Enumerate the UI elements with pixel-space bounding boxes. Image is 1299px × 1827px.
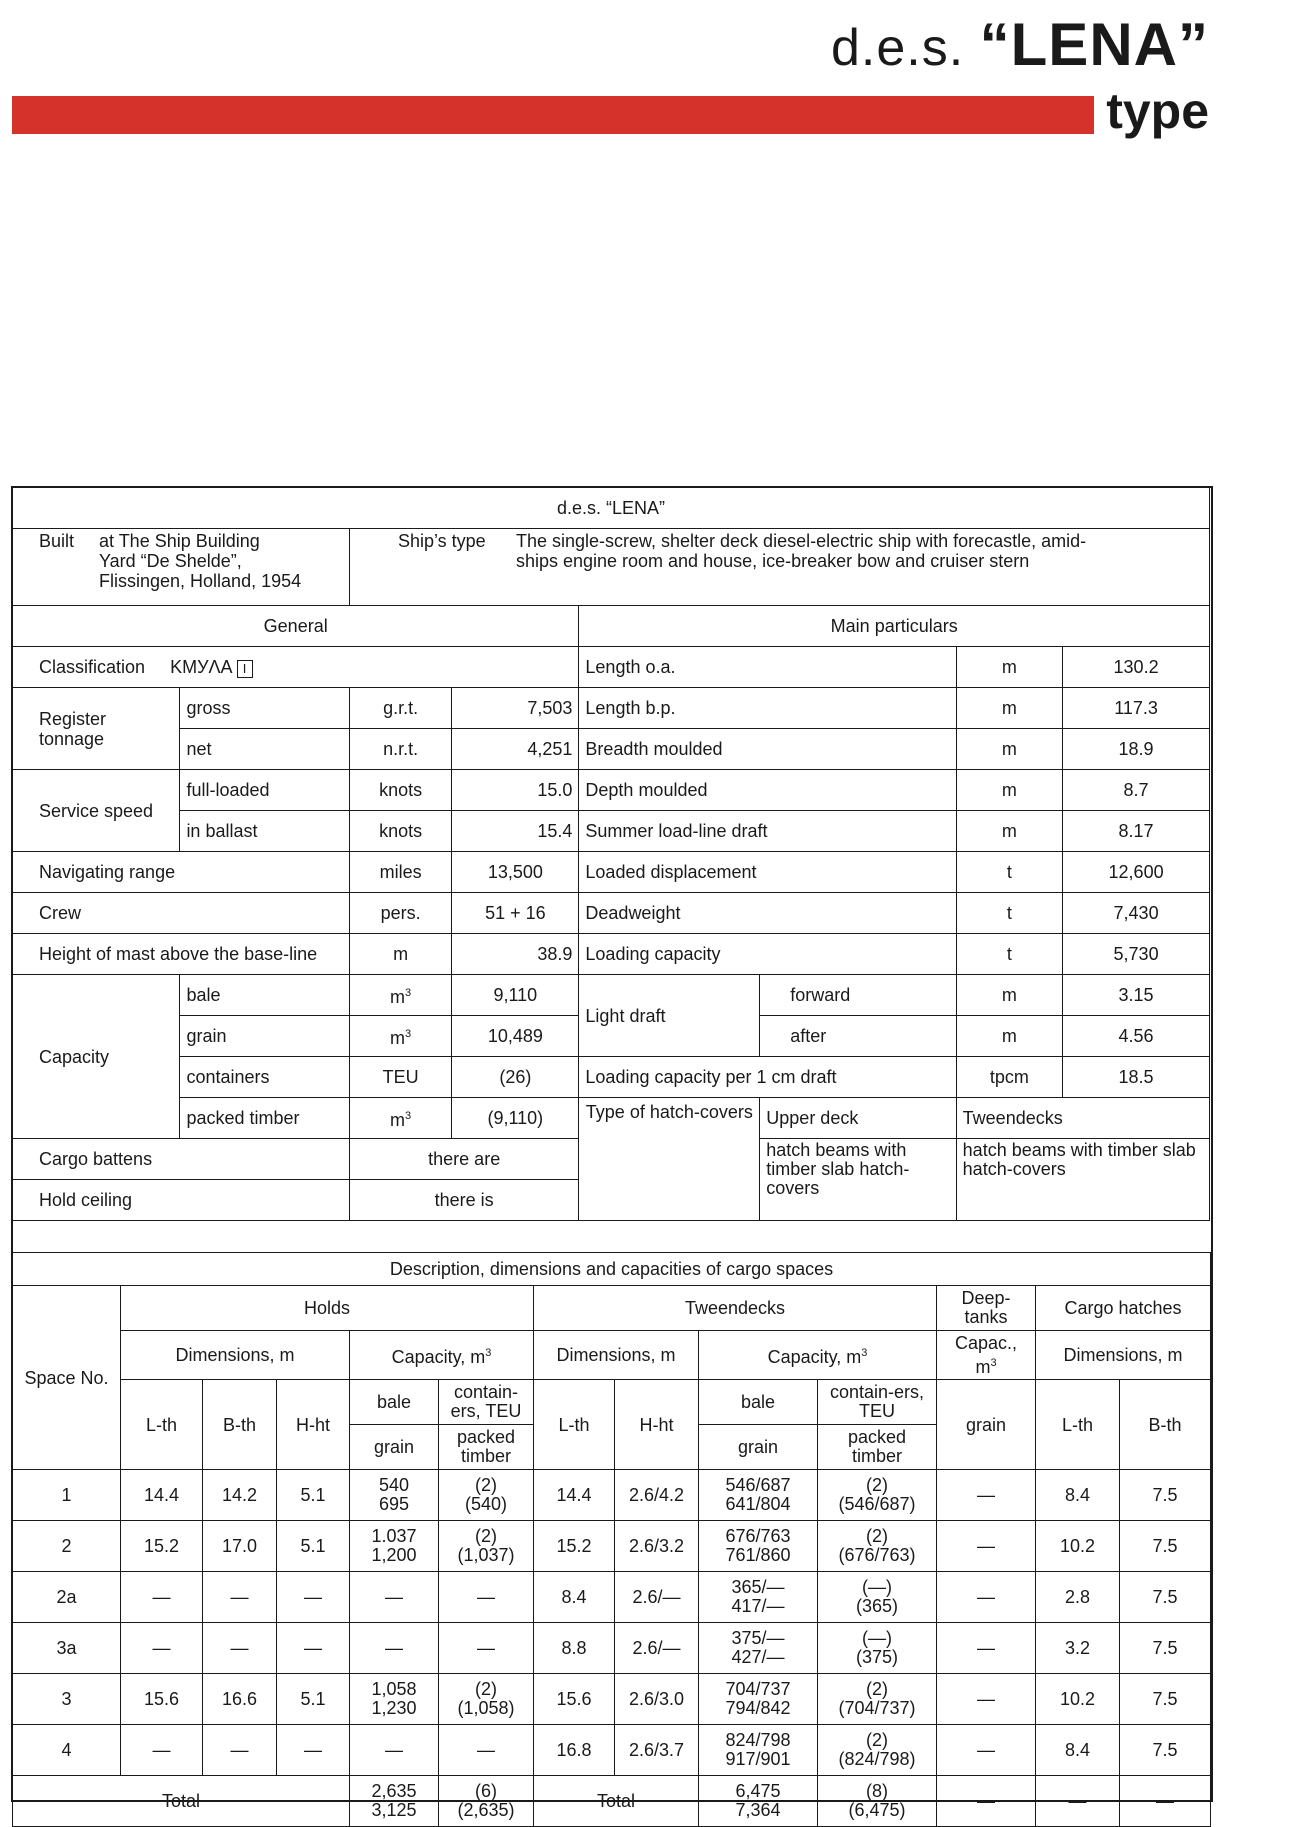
hatch-bth: 7.5 (1120, 1725, 1211, 1776)
summer-draft-unit: m (956, 811, 1062, 852)
containers-unit: TEU (349, 1057, 451, 1098)
title-prefix: d.e.s. (831, 19, 965, 77)
register-tonnage-label: Register tonnage (13, 688, 180, 770)
tween-lth: 15.6 (534, 1674, 615, 1725)
built-line-3: Flissingen, Holland, 1954 (99, 571, 302, 591)
mast-unit: m (349, 934, 451, 975)
grain-label: grain (180, 1016, 350, 1057)
forward-value: 3.15 (1063, 975, 1210, 1016)
net-unit: n.r.t. (349, 729, 451, 770)
cargo-spaces-table (12, 1252, 1211, 1827)
tween-total-label: Total (534, 1776, 699, 1827)
total-hatch-lth: — (1036, 1776, 1120, 1827)
loaded-disp-unit: t (956, 852, 1062, 893)
net-label: net (180, 729, 350, 770)
forward-label: forward (760, 975, 956, 1016)
ship-type-label: Ship’s type (397, 531, 486, 551)
hold-hht: — (277, 1725, 350, 1776)
loaded-disp-value: 12,600 (1063, 852, 1210, 893)
deeptank-grain: — (937, 1572, 1036, 1623)
hatch-bth: 7.5 (1120, 1572, 1211, 1623)
total-holds-capacity: 2,635 3,125 (350, 1776, 439, 1827)
tween-containers: (2) (704/737) (818, 1674, 937, 1725)
tween-containers: (—) (365) (818, 1572, 937, 1623)
hold-capacity: 540 695 (350, 1470, 439, 1521)
hatch-bth: 7.5 (1120, 1470, 1211, 1521)
tween-lth: 15.2 (534, 1521, 615, 1572)
hatch-lth: 2.8 (1036, 1572, 1120, 1623)
hatch-lth: 8.4 (1036, 1725, 1120, 1776)
length-oa-value: 130.2 (1063, 647, 1210, 688)
length-oa-label: Length o.a. (579, 647, 956, 688)
gross-value: 7,503 (452, 688, 579, 729)
ship-type-line-1: The single-screw, shelter deck diesel-electric ship with forecastle, amid- (515, 531, 1087, 551)
tween-capacity-header: Capacity, $m^3$ (699, 1331, 937, 1380)
holds-dims-header: Dimensions, m (121, 1331, 350, 1380)
net-value: 4,251 (452, 729, 579, 770)
general-header: General (13, 606, 579, 647)
hold-containers: (2) (1,058) (439, 1674, 534, 1725)
depth-value: 8.7 (1063, 770, 1210, 811)
hatch-lth: 10.2 (1036, 1521, 1120, 1572)
cargo-row (13, 1674, 1211, 1725)
tweendecks-label: Tweendecks (956, 1098, 1209, 1139)
space-no: 2a (13, 1572, 121, 1623)
tween-containers: (—) (375) (818, 1623, 937, 1674)
deeptank-grain: — (937, 1470, 1036, 1521)
length-bp-value: 117.3 (1063, 688, 1210, 729)
total-hatch-bth: — (1120, 1776, 1211, 1827)
packed-timber-label: packed timber (180, 1098, 350, 1139)
forward-unit: m (956, 975, 1062, 1016)
length-oa-unit: m (956, 647, 1062, 688)
deadweight-label: Deadweight (579, 893, 956, 934)
main-particulars-header: Main particulars (579, 606, 1210, 647)
classification-value: ΚМУΛΑ (170, 656, 232, 677)
hold-bth: 16.6 (203, 1674, 277, 1725)
tweendecks-value: hatch beams with timber slab hatch-covers (956, 1139, 1209, 1221)
in-ballast-unit: knots (349, 811, 451, 852)
hatches-lth-header: L-th (1036, 1380, 1120, 1470)
holds-hht-header: H-ht (277, 1380, 350, 1470)
holds-header: Holds (121, 1286, 534, 1331)
tween-hht: 2.6/4.2 (615, 1470, 699, 1521)
nav-range-unit: miles (349, 852, 451, 893)
tween-lth: 8.8 (534, 1623, 615, 1674)
document-title (831, 10, 1209, 79)
cargo-row (13, 1470, 1211, 1521)
after-label: after (760, 1016, 956, 1057)
title-name: “LENA” (979, 11, 1209, 78)
packed-timber-unit: $m^3$ (349, 1098, 451, 1139)
space-no: 1 (13, 1470, 121, 1521)
hatch-lth: 8.4 (1036, 1470, 1120, 1521)
gross-unit: g.r.t. (349, 688, 451, 729)
hold-bth: — (203, 1725, 277, 1776)
nav-range-value: 13,500 (452, 852, 579, 893)
particulars-table (12, 487, 1210, 1221)
ship-type-cell (349, 529, 1209, 606)
built-line-2: Yard “De Shelde”, (99, 551, 242, 571)
holds-capacity-header: Capacity, $m^3$ (350, 1331, 534, 1380)
cargo-row (13, 1623, 1211, 1674)
loading-cap-label: Loading capacity (579, 934, 956, 975)
hatch-lth: 10.2 (1036, 1674, 1120, 1725)
tween-containers: (2) (824/798) (818, 1725, 937, 1776)
mast-value: 38.9 (452, 934, 579, 975)
lc-cm-unit: tpcm (956, 1057, 1062, 1098)
hold-bth: — (203, 1623, 277, 1674)
tweendecks-header: Tweendecks (534, 1286, 937, 1331)
tween-bale-header: bale (699, 1380, 818, 1425)
packed-timber-value: (9,110) (452, 1098, 579, 1139)
built-label: Built (39, 531, 75, 551)
hold-capacity: — (350, 1725, 439, 1776)
total-tween-containers: (8) (6,475) (818, 1776, 937, 1827)
lc-cm-value: 18.5 (1063, 1057, 1210, 1098)
classification-box: I (237, 660, 253, 678)
hold-hht: 5.1 (277, 1470, 350, 1521)
cargo-row (13, 1521, 1211, 1572)
hold-lth: — (121, 1572, 203, 1623)
summer-draft-label: Summer load-line draft (579, 811, 956, 852)
depth-unit: m (956, 770, 1062, 811)
loading-cap-value: 5,730 (1063, 934, 1210, 975)
deeptank-grain: — (937, 1725, 1036, 1776)
after-unit: m (956, 1016, 1062, 1057)
crew-label: Crew (13, 893, 350, 934)
hold-lth: — (121, 1623, 203, 1674)
space-no: 2 (13, 1521, 121, 1572)
red-banner (12, 96, 1094, 134)
total-tween-capacity: 6,475 7,364 (699, 1776, 818, 1827)
tween-capacity: 546/687 641/804 (699, 1470, 818, 1521)
hatches-bth-header: B-th (1120, 1380, 1211, 1470)
hold-containers: — (439, 1623, 534, 1674)
total-holds-containers: (6) (2,635) (439, 1776, 534, 1827)
hold-capacity: 1.037 1,200 (350, 1521, 439, 1572)
hold-lth: 15.6 (121, 1674, 203, 1725)
deadweight-value: 7,430 (1063, 893, 1210, 934)
breadth-value: 18.9 (1063, 729, 1210, 770)
classification-label: Classification (39, 656, 146, 677)
tween-containers: (2) (676/763) (818, 1521, 937, 1572)
holds-grain-header: grain (350, 1425, 439, 1470)
tween-lth-header: L-th (534, 1380, 615, 1470)
tween-containers: (2) (546/687) (818, 1470, 937, 1521)
total-deeptanks: — (937, 1776, 1036, 1827)
in-ballast-label: in ballast (180, 811, 350, 852)
tween-dims-header: Dimensions, m (534, 1331, 699, 1380)
grain-unit: $m^3$ (349, 1016, 451, 1057)
space-no: 3 (13, 1674, 121, 1725)
holds-containers-header: contain-ers, TEU (439, 1380, 534, 1425)
hold-containers: — (439, 1572, 534, 1623)
gross-label: gross (180, 688, 350, 729)
hold-capacity: — (350, 1572, 439, 1623)
bale-value: 9,110 (452, 975, 579, 1016)
tween-hht: 2.6/3.0 (615, 1674, 699, 1725)
deadweight-unit: t (956, 893, 1062, 934)
grain-value: 10,489 (452, 1016, 579, 1057)
hold-capacity: 1,058 1,230 (350, 1674, 439, 1725)
length-bp-label: Length b.p. (579, 688, 956, 729)
in-ballast-value: 15.4 (452, 811, 579, 852)
holds-packed-timber-header: packed timber (439, 1425, 534, 1470)
crew-unit: pers. (349, 893, 451, 934)
tween-capacity: 824/798 917/901 (699, 1725, 818, 1776)
crew-value: 51 + 16 (452, 893, 579, 934)
tween-capacity: 676/763 761/860 (699, 1521, 818, 1572)
cargo-row (13, 1572, 1211, 1623)
containers-label: containers (180, 1057, 350, 1098)
tween-hht: 2.6/— (615, 1572, 699, 1623)
hatch-bth: 7.5 (1120, 1521, 1211, 1572)
tween-hht: 2.6/3.7 (615, 1725, 699, 1776)
space-no: 4 (13, 1725, 121, 1776)
capacity-label: Capacity (13, 975, 180, 1139)
full-loaded-unit: knots (349, 770, 451, 811)
tween-hht-header: H-ht (615, 1380, 699, 1470)
deeptank-grain: — (937, 1521, 1036, 1572)
tween-hht: 2.6/3.2 (615, 1521, 699, 1572)
hatches-dims-header: Dimensions, m (1036, 1331, 1211, 1380)
hold-ceiling-value: there is (349, 1180, 578, 1221)
hold-bth: 17.0 (203, 1521, 277, 1572)
cargo-battens-value: there are (349, 1139, 578, 1180)
summer-draft-value: 8.17 (1063, 811, 1210, 852)
hatch-lth: 3.2 (1036, 1623, 1120, 1674)
bale-unit: $m^3$ (349, 975, 451, 1016)
classification-cell (13, 647, 579, 688)
breadth-unit: m (956, 729, 1062, 770)
built-line-1: at The Ship Building (99, 531, 260, 551)
holds-bth-header: B-th (203, 1380, 277, 1470)
hold-hht: — (277, 1572, 350, 1623)
hold-containers: (2) (1,037) (439, 1521, 534, 1572)
breadth-label: Breadth moulded (579, 729, 956, 770)
tween-capacity: 704/737 794/842 (699, 1674, 818, 1725)
containers-value: (26) (452, 1057, 579, 1098)
tween-capacity: 375/— 427/— (699, 1623, 818, 1674)
tween-lth: 14.4 (534, 1470, 615, 1521)
hatch-bth: 7.5 (1120, 1623, 1211, 1674)
tween-containers-header: contain-ers, TEU (818, 1380, 937, 1425)
space-no-header: Space No. (13, 1286, 121, 1470)
holds-total-label: Total (13, 1776, 350, 1827)
hold-lth: 15.2 (121, 1521, 203, 1572)
hold-hht: — (277, 1623, 350, 1674)
ship-type-line-2: ships engine room and house, ice-breaker bow and cruiser stern (515, 551, 1030, 571)
cargo-hatches-header: Cargo hatches (1036, 1286, 1211, 1331)
deeptanks-capac-header: Capac., $m^3$ (937, 1331, 1036, 1380)
tween-lth: 8.4 (534, 1572, 615, 1623)
cargo-battens-label: Cargo battens (13, 1139, 350, 1180)
cargo-row (13, 1725, 1211, 1776)
holds-bale-header: bale (350, 1380, 439, 1425)
hold-hht: 5.1 (277, 1521, 350, 1572)
tween-hht: 2.6/— (615, 1623, 699, 1674)
length-bp-unit: m (956, 688, 1062, 729)
light-draft-label: Light draft (579, 975, 760, 1057)
lc-cm-label: Loading capacity per 1 cm draft (579, 1057, 956, 1098)
upper-deck-label: Upper deck (760, 1098, 956, 1139)
hold-capacity: — (350, 1623, 439, 1674)
deeptank-grain: — (937, 1623, 1036, 1674)
hold-hht: 5.1 (277, 1674, 350, 1725)
nav-range-label: Navigating range (13, 852, 350, 893)
full-loaded-value: 15.0 (452, 770, 579, 811)
hold-bth: — (203, 1572, 277, 1623)
upper-deck-value: hatch beams with timber slab hatch-covers (760, 1139, 956, 1221)
cargo-title: Description, dimensions and capacities of cargo spaces (13, 1253, 1211, 1286)
hatch-covers-label: Type of hatch-covers (579, 1098, 760, 1221)
table-title: d.e.s. “LENA” (13, 488, 1210, 529)
hatch-bth: 7.5 (1120, 1674, 1211, 1725)
deeptank-grain: — (937, 1674, 1036, 1725)
space-no: 3a (13, 1623, 121, 1674)
bale-label: bale (180, 975, 350, 1016)
hold-containers: (2) (540) (439, 1470, 534, 1521)
service-speed-label: Service speed (13, 770, 180, 852)
tween-capacity: 365/— 417/— (699, 1572, 818, 1623)
mast-label: Height of mast above the base-line (13, 934, 350, 975)
tween-grain-header: grain (699, 1425, 818, 1470)
loaded-disp-label: Loaded displacement (579, 852, 956, 893)
hold-containers: — (439, 1725, 534, 1776)
depth-label: Depth moulded (579, 770, 956, 811)
full-loaded-label: full-loaded (180, 770, 350, 811)
title-sub: type (1106, 83, 1209, 139)
loading-cap-unit: t (956, 934, 1062, 975)
hold-lth: 14.4 (121, 1470, 203, 1521)
deeptanks-header: Deep-tanks (937, 1286, 1036, 1331)
hold-lth: — (121, 1725, 203, 1776)
tween-lth: 16.8 (534, 1725, 615, 1776)
deeptanks-grain-header: grain (937, 1380, 1036, 1470)
tween-packed-timber-header: packed timber (818, 1425, 937, 1470)
hold-bth: 14.2 (203, 1470, 277, 1521)
hold-ceiling-label: Hold ceiling (13, 1180, 350, 1221)
built-cell (13, 529, 350, 606)
holds-lth-header: L-th (121, 1380, 203, 1470)
after-value: 4.56 (1063, 1016, 1210, 1057)
